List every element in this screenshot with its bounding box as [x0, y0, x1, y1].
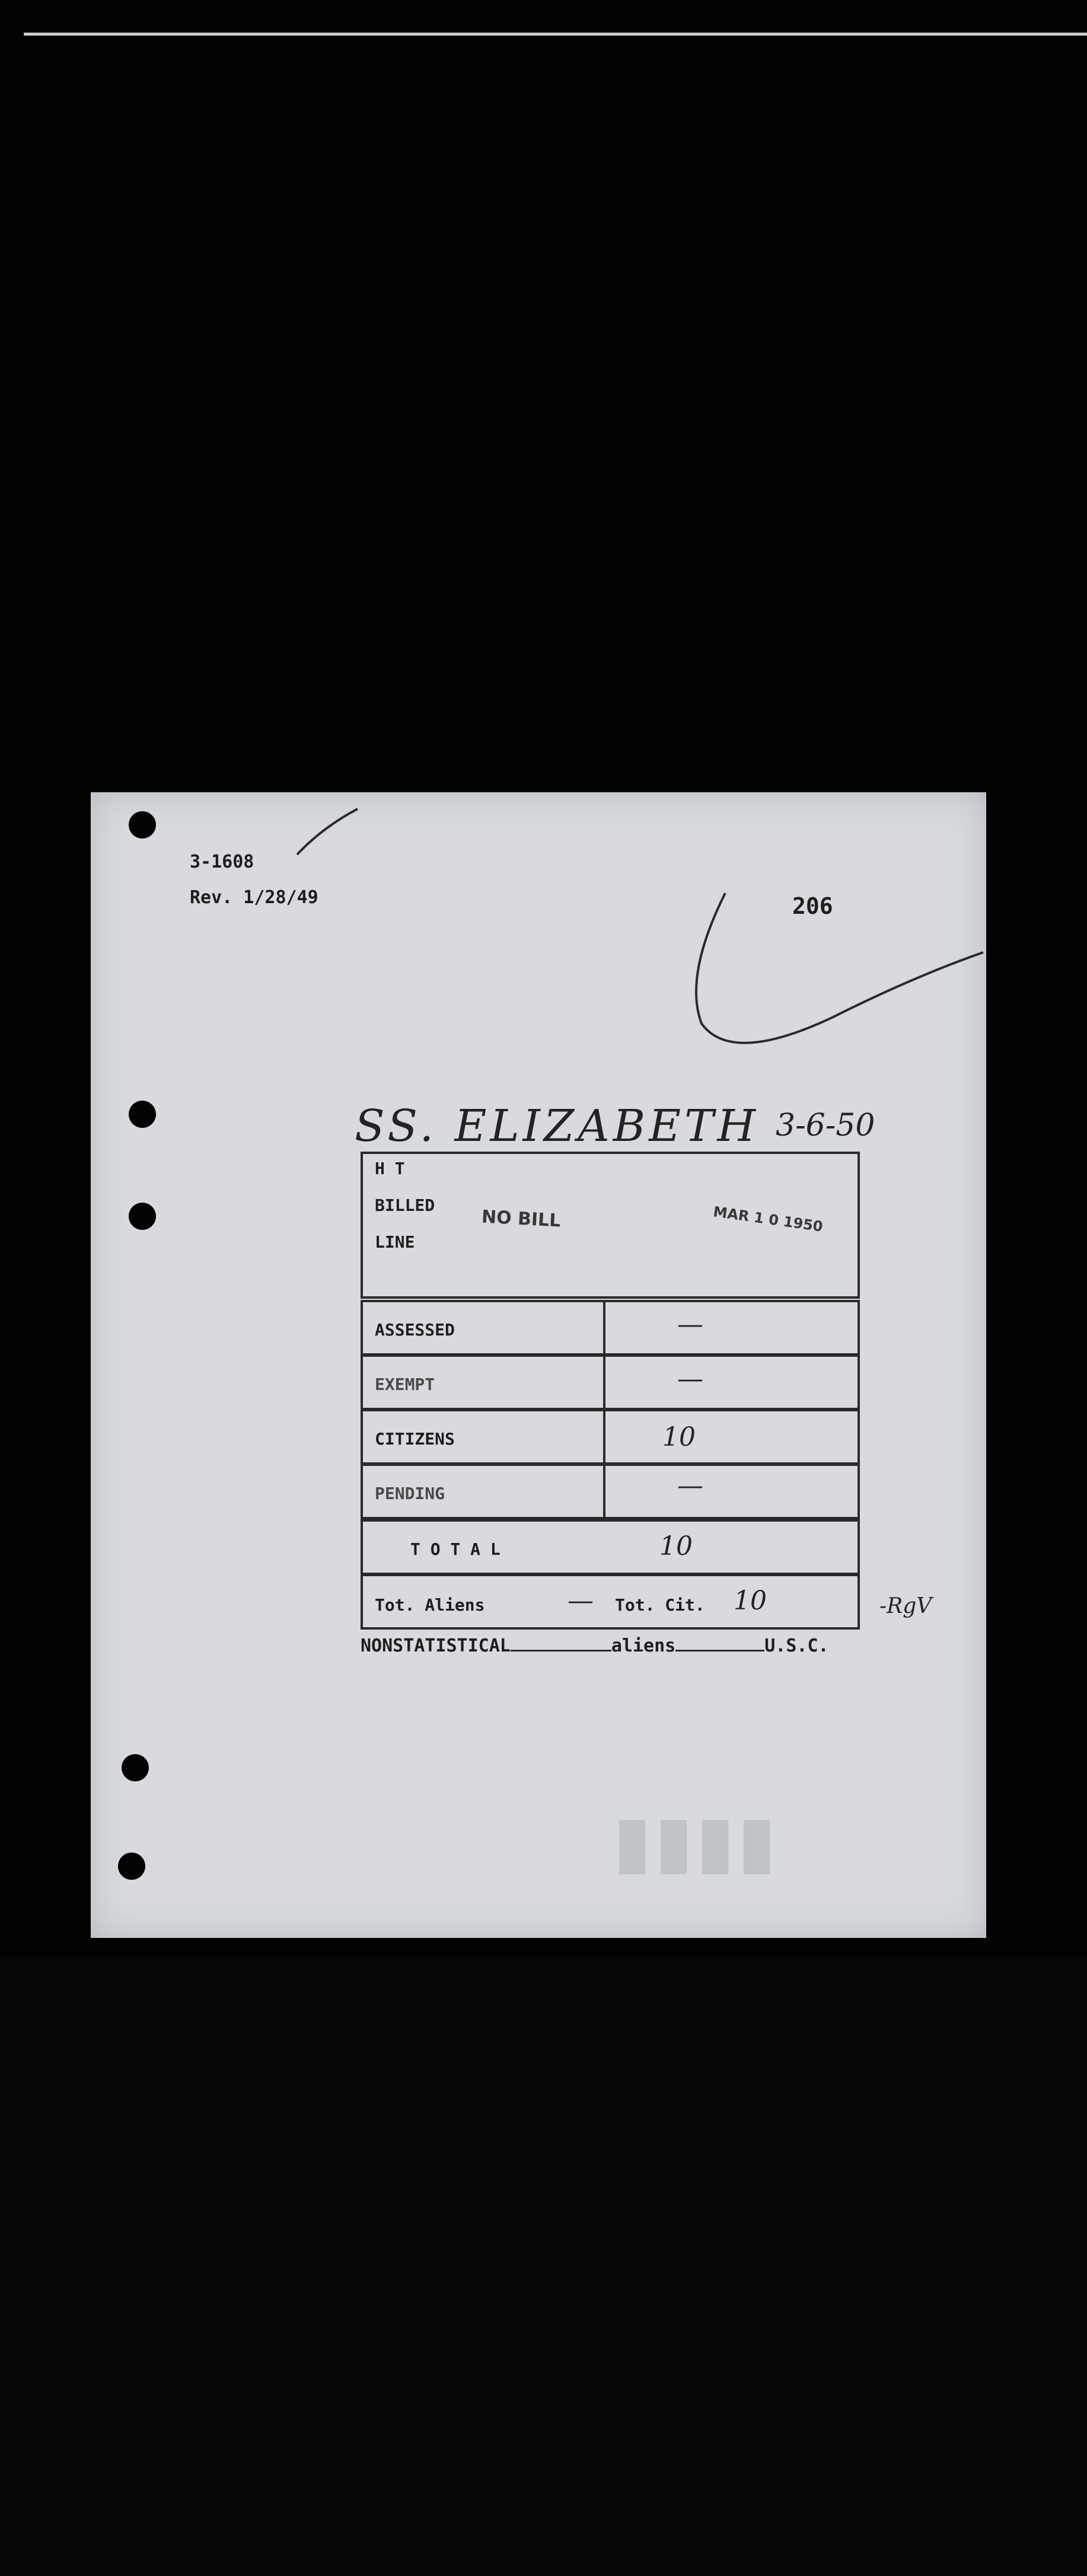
column-divider: [603, 1357, 605, 1408]
blank-field: [511, 1634, 611, 1652]
total-citizens-label: Tot. Cit.: [615, 1595, 705, 1615]
record-card: [91, 792, 986, 1938]
punch-hole: [129, 811, 156, 839]
summary-row: [361, 1574, 860, 1630]
row-value: 10: [662, 1422, 696, 1452]
page-number: 206: [792, 893, 833, 919]
row-label: PENDING: [375, 1484, 445, 1503]
row-value: —: [677, 1471, 703, 1501]
blank-field: [675, 1634, 764, 1652]
tally-table: [361, 1152, 860, 1626]
aliens-label: aliens: [611, 1635, 676, 1656]
received-date-stamp: MAR 1 0 1950: [712, 1203, 824, 1235]
column-divider: [603, 1466, 605, 1517]
billed-label: BILLED: [375, 1195, 435, 1215]
ht-label: H T: [375, 1159, 405, 1178]
punch-hole: [122, 1754, 149, 1781]
row-label: EXEMPT: [375, 1375, 435, 1394]
punch-hole: [129, 1101, 156, 1128]
table-row: [361, 1354, 860, 1410]
inspector-initials: -RgV: [879, 1594, 932, 1618]
table-row: [361, 1464, 860, 1519]
nonstatistical-line: [361, 1634, 829, 1656]
punch-hole: [118, 1853, 145, 1880]
total-label: T O T A L: [410, 1539, 501, 1559]
total-aliens-value: —: [568, 1586, 594, 1616]
table-row: [361, 1300, 860, 1356]
row-label: CITIZENS: [375, 1429, 455, 1449]
form-number: 3-1608: [190, 852, 254, 872]
line-label: LINE: [375, 1232, 415, 1252]
form-revision: Rev. 1/28/49: [190, 887, 318, 908]
nonstatistical-label: NONSTATISTICAL: [361, 1635, 511, 1656]
row-value: —: [677, 1309, 703, 1340]
film-background-lower: [0, 1957, 1087, 2576]
row-value: —: [677, 1364, 703, 1394]
film-edge-line: [24, 33, 1087, 36]
no-bill-stamp: NO BILL: [481, 1206, 562, 1232]
punch-hole: [129, 1203, 156, 1230]
table-row: [361, 1409, 860, 1465]
billing-box: [361, 1152, 860, 1299]
total-row: [361, 1519, 860, 1575]
total-value: 10: [659, 1531, 693, 1561]
total-aliens-label: Tot. Aliens: [375, 1595, 485, 1615]
faint-bleed-through-mark: ▮▮▮▮: [613, 1800, 779, 1883]
column-divider: [603, 1411, 605, 1462]
usc-label: U.S.C.: [764, 1635, 829, 1656]
row-label: ASSESSED: [375, 1320, 455, 1340]
arrival-date: 3-6-50: [776, 1108, 875, 1143]
total-citizens-value: 10: [734, 1586, 767, 1616]
column-divider: [603, 1302, 605, 1353]
pen-check-mark: [292, 804, 364, 857]
vessel-name: SS. ELIZABETH: [355, 1101, 760, 1152]
